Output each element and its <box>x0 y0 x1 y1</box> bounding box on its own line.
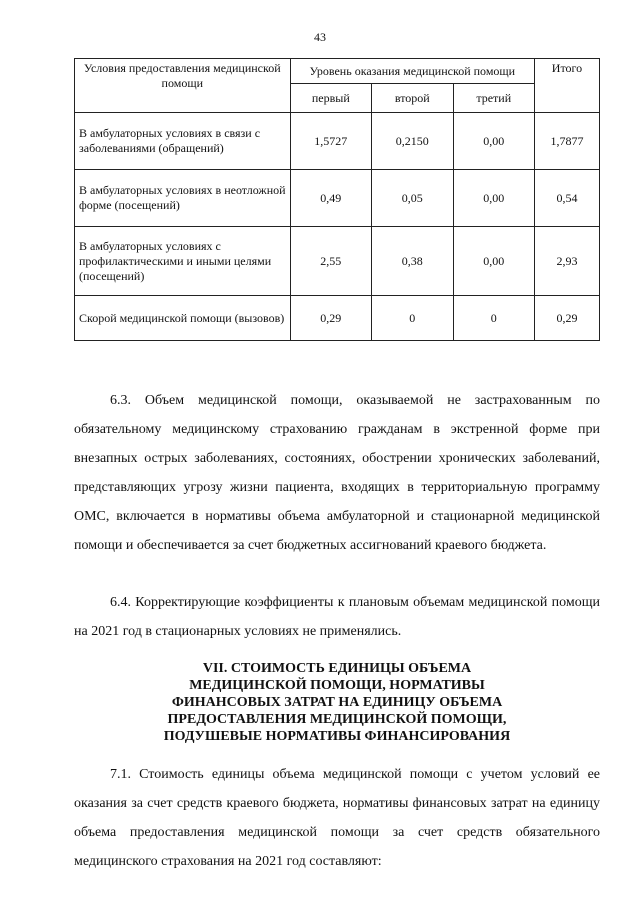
row-label: В амбулаторных условиях в неотложной форме (посещений) <box>75 170 291 227</box>
header-total: Итого <box>534 59 599 113</box>
page-number: 43 <box>314 30 326 44</box>
cell-second: 0,38 <box>372 227 453 296</box>
subheader-second: второй <box>372 84 453 113</box>
heading-line: ПОДУШЕВЫЕ НОРМАТИВЫ ФИНАНСИРОВАНИЯ <box>163 729 511 744</box>
table-row <box>75 227 600 296</box>
medical-volume-table <box>74 58 600 341</box>
heading-line: МЕДИЦИНСКОЙ ПОМОЩИ, НОРМАТИВЫ <box>189 678 485 693</box>
table-header-row <box>75 59 600 84</box>
row-label: Скорой медицинской помощи (вызовов) <box>75 296 291 341</box>
cell-first: 2,55 <box>290 227 371 296</box>
cell-total: 1,7877 <box>534 113 599 170</box>
cell-total: 0,54 <box>534 170 599 227</box>
cell-first: 0,49 <box>290 170 371 227</box>
header-conditions: Условия предоставления медицинской помощи <box>75 59 291 113</box>
section-heading <box>74 660 600 745</box>
cell-second: 0,2150 <box>372 113 453 170</box>
heading-line: ПРЕДОСТАВЛЕНИЯ МЕДИЦИНСКОЙ ПОМОЩИ, <box>167 712 507 727</box>
table-row <box>75 170 600 227</box>
paragraph-6-3: 6.3. Объем медицинской помощи, оказываемой не застрахованным по обязательному медицинскому страхованию гражданам в экстренной форме при внезапных острых заболеваниях, состояниях, обострении хронических заболеваний, представляющих угрозу жизни пациента, входящих в территориальную программу ОМС, включается в нормативы объема амбулаторной и стационарной медицинской помощи и обеспечивается за счет бюджетных ассигнований краевого бюджета. <box>74 393 600 553</box>
cell-second: 0,05 <box>372 170 453 227</box>
table-row <box>75 113 600 170</box>
cell-third: 0,00 <box>453 113 534 170</box>
cell-first: 1,5727 <box>290 113 371 170</box>
cell-first: 0,29 <box>290 296 371 341</box>
subheader-third: третий <box>453 84 534 113</box>
cell-total: 0,29 <box>534 296 599 341</box>
cell-third: 0,00 <box>453 227 534 296</box>
cell-total: 2,93 <box>534 227 599 296</box>
table-row <box>75 296 600 341</box>
heading-line: ФИНАНСОВЫХ ЗАТРАТ НА ЕДИНИЦУ ОБЪЕМА <box>171 695 503 710</box>
subheader-first: первый <box>290 84 371 113</box>
paragraph-7-1: 7.1. Стоимость единицы объема медицинской помощи с учетом условий ее оказания за счет средств краевого бюджета, нормативы финансовых затрат на единицу объема предоставления медицинской помощи за счет средств обязательного медицинского страхования на 2021 год составляют: <box>74 767 600 869</box>
row-label: В амбулаторных условиях с профилактическими и иными целями (посещений) <box>75 227 291 296</box>
cell-third: 0,00 <box>453 170 534 227</box>
paragraph-6-4: 6.4. Корректирующие коэффициенты к плановым объемам медицинской помощи на 2021 год в стационарных условиях не применялись. <box>74 595 600 639</box>
cell-third: 0 <box>453 296 534 341</box>
heading-line: VII. СТОИМОСТЬ ЕДИНИЦЫ ОБЪЕМА <box>202 661 472 676</box>
header-level: Уровень оказания медицинской помощи <box>290 59 534 84</box>
row-label: В амбулаторных условиях в связи с заболеваниями (обращений) <box>75 113 291 170</box>
cell-second: 0 <box>372 296 453 341</box>
